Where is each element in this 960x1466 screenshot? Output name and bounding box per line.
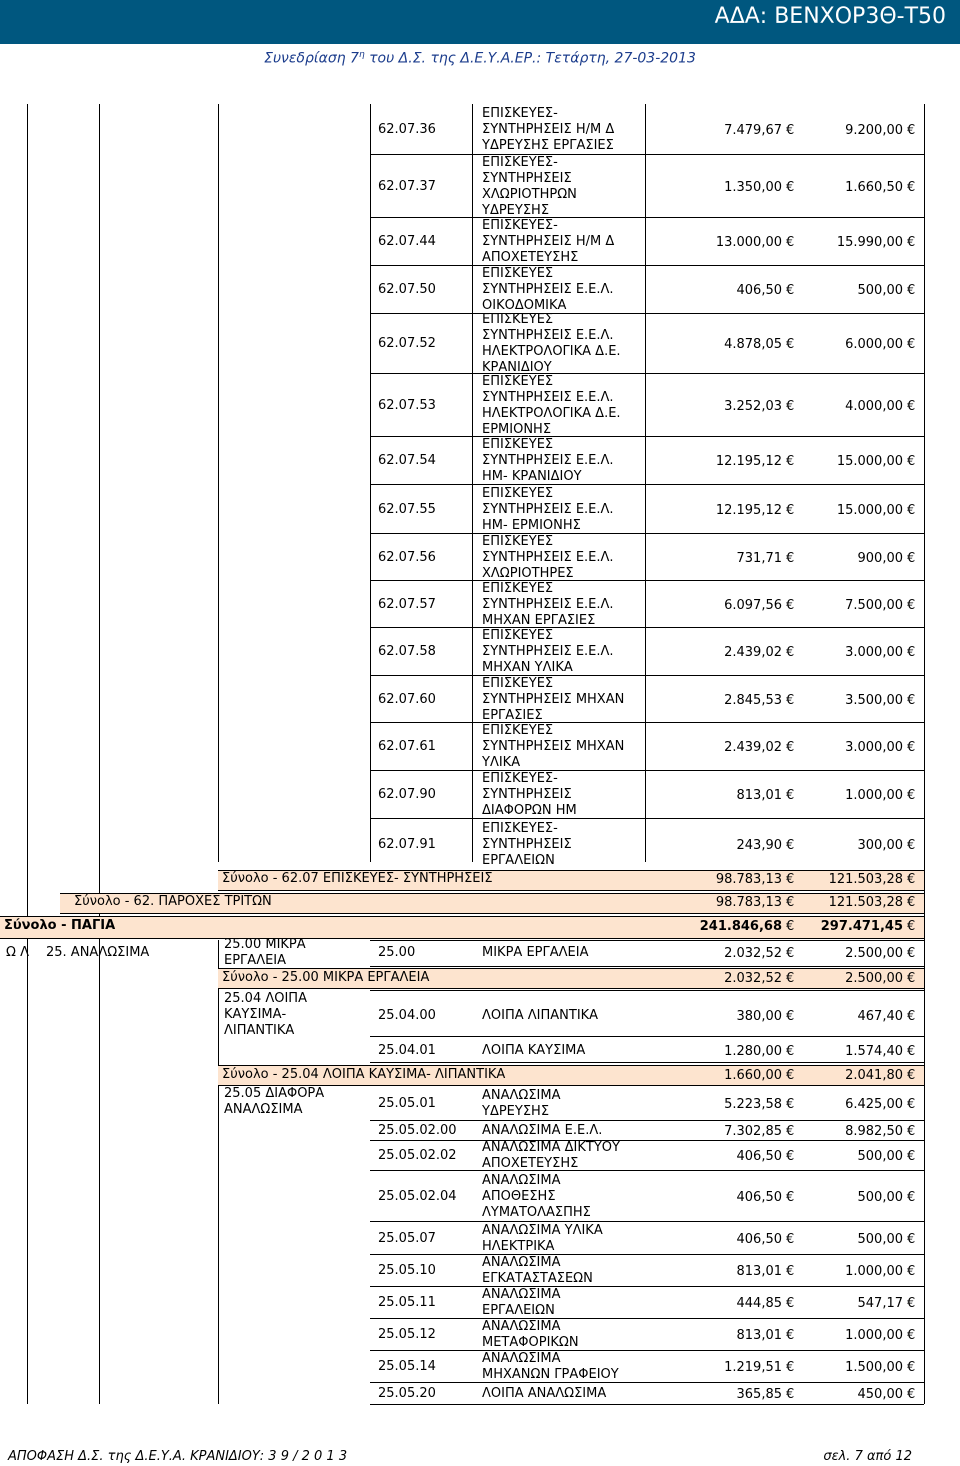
rule-line	[370, 1350, 924, 1351]
euro-sign: €	[907, 693, 916, 708]
rule-line	[370, 217, 924, 218]
account-code: 62.07.58	[378, 644, 436, 659]
euro-sign: €	[786, 1149, 795, 1164]
rule-line	[370, 1286, 924, 1287]
account-description-line: ΥΔΡΕΥΣΗΣ	[482, 1104, 550, 1119]
account-code: 62.07.55	[378, 502, 436, 517]
account-description-line: ΧΛΩΡΙΟΤΗΡΩΝ	[482, 187, 577, 202]
euro-sign: €	[786, 551, 795, 566]
amount-estimated: 406,50	[736, 1149, 782, 1164]
subtotal-label: Σύνολο - 25.00 ΜΙΚΡΑ ΕΡΓΑΛΕΙΑ	[222, 970, 430, 985]
account-description-line: ΕΠΙΣΚΕΥΕΣ	[482, 437, 554, 452]
account-description-line: ΑΝΑΛΩΣΙΜΑ	[482, 1287, 561, 1302]
amount-estimated: 7.479,67	[724, 123, 782, 138]
account-description-line: ΣΥΝΤΗΡΗΣΕΙΣ	[482, 171, 572, 186]
amount-budget: 1.574,40	[845, 1044, 903, 1059]
column-line	[924, 104, 925, 942]
euro-sign: €	[907, 1328, 916, 1343]
euro-sign: €	[907, 1190, 916, 1205]
amount-estimated: 380,00	[736, 1009, 782, 1024]
rule-line	[218, 1065, 924, 1066]
amount-estimated: 2.032,52	[724, 946, 782, 961]
amount-estimated: 406,50	[736, 283, 782, 298]
euro-sign: €	[786, 1009, 795, 1024]
subtotal-label: Σύνολο - 62. ΠΑΡΟΧΕΣ ΤΡΙΤΩΝ	[74, 894, 272, 909]
account-description-line: ΜΗΧΑΝ ΥΛΙΚΑ	[482, 660, 573, 675]
rule-line	[370, 722, 924, 723]
amount-estimated: 365,85	[736, 1387, 782, 1402]
rule-line	[370, 313, 924, 314]
amount-estimated: 406,50	[736, 1232, 782, 1247]
account-description-line: ΥΔΡΕΥΣΗΣ	[482, 203, 550, 218]
account-code: 25.05.14	[378, 1359, 436, 1374]
amount-estimated: 12.195,12	[715, 454, 782, 469]
account-description-line: ΧΛΩΡΙΟΤΗΡΕΣ	[482, 566, 574, 581]
amount-estimated: 5.223,58	[724, 1097, 782, 1112]
amount-estimated: 241.846,68	[699, 919, 782, 934]
rule-line	[218, 870, 924, 871]
euro-sign: €	[907, 399, 916, 414]
account-code: 25.05.10	[378, 1263, 436, 1278]
amount-budget: 7.500,00	[845, 598, 903, 613]
euro-sign: €	[786, 1124, 795, 1139]
euro-sign: €	[786, 283, 795, 298]
account-code: 62.07.53	[378, 398, 436, 413]
amount-budget: 500,00	[857, 1190, 903, 1205]
account-description-line: ΑΝΑΛΩΣΙΜΑ	[482, 1351, 561, 1366]
euro-sign: €	[786, 1360, 795, 1375]
amount-estimated: 12.195,12	[715, 503, 782, 518]
account-description-line: ΕΠΙΣΚΕΥΕΣ	[482, 312, 554, 327]
subgroup-label: ΑΝΑΛΩΣΙΜΑ	[224, 1102, 303, 1117]
amount-budget: 467,40	[857, 1009, 903, 1024]
amount-estimated: 813,01	[736, 788, 782, 803]
amount-budget: 450,00	[857, 1387, 903, 1402]
account-code: 62.07.61	[378, 739, 436, 754]
grand-total-label: Σύνολο - ΠΑΓΙΑ	[4, 918, 116, 933]
subgroup-label: ΕΡΓΑΛΕΙΑ	[224, 953, 287, 968]
euro-sign: €	[786, 788, 795, 803]
euro-sign: €	[907, 1387, 916, 1402]
footer-page-number: σελ. 7 από 12	[823, 1449, 912, 1464]
euro-sign: €	[786, 1044, 795, 1059]
account-description-line: ΕΠΙΣΚΕΥΕΣ-	[482, 821, 558, 836]
euro-sign: €	[786, 1190, 795, 1205]
euro-sign: €	[786, 946, 795, 961]
amount-budget: 3.500,00	[845, 693, 903, 708]
amount-estimated: 813,01	[736, 1328, 782, 1343]
euro-sign: €	[907, 1124, 916, 1139]
rule-line	[218, 890, 924, 891]
amount-budget: 1.000,00	[845, 1264, 903, 1279]
account-description-line: ΕΡΜΙΟΝΗΣ	[482, 422, 552, 437]
account-code: 62.07.91	[378, 837, 436, 852]
session-title	[0, 50, 960, 67]
euro-sign: €	[907, 740, 916, 755]
euro-sign: €	[786, 919, 795, 934]
amount-budget: 2.500,00	[845, 946, 903, 961]
rule-line	[370, 1382, 924, 1383]
subgroup-label: 25.05 ΔΙΑΦΟΡΑ	[224, 1086, 325, 1101]
column-line	[218, 940, 219, 1404]
rule-line	[0, 938, 924, 939]
account-description-line: ΕΠΙΣΚΕΥΕΣ	[482, 676, 554, 691]
euro-sign: €	[786, 235, 795, 250]
account-description-line: ΥΔΡΕΥΣΗΣ ΕΡΓΑΣΙΕΣ	[482, 138, 614, 153]
account-description-line: ΛΥΜΑΤΟΛΑΣΠΗΣ	[482, 1205, 591, 1220]
euro-sign: €	[907, 946, 916, 961]
rule-line	[0, 916, 924, 917]
account-description-line: ΗΜ- ΚΡΑΝΙΔΙΟΥ	[482, 469, 582, 484]
account-code: 62.07.37	[378, 179, 436, 194]
account-description-line: ΣΥΝΤΗΡΗΣΕΙΣ	[482, 787, 572, 802]
amount-estimated: 731,71	[736, 551, 782, 566]
account-description-line: ΕΠΙΣΚΕΥΕΣ	[482, 581, 554, 596]
rule-line	[370, 580, 924, 581]
euro-sign: €	[907, 1264, 916, 1279]
amount-estimated: 243,90	[736, 838, 782, 853]
rule-line	[370, 627, 924, 628]
amount-budget: 900,00	[857, 551, 903, 566]
account-description-line: ΕΠΙΣΚΕΥΕΣ-	[482, 218, 558, 233]
account-description-line: ΣΥΝΤΗΡΗΣΕΙΣ Ε.Ε.Λ.	[482, 390, 614, 405]
euro-sign: €	[786, 645, 795, 660]
account-description-line: ΕΡΓΑΣΙΕΣ	[482, 708, 543, 723]
euro-sign: €	[786, 872, 795, 887]
euro-sign: €	[786, 123, 795, 138]
amount-budget: 1.660,50	[845, 180, 903, 195]
amount-budget: 2.500,00	[845, 971, 903, 986]
rule-line	[370, 1120, 924, 1121]
euro-sign: €	[786, 399, 795, 414]
euro-sign: €	[786, 1232, 795, 1247]
account-description-line: ΔΙΑΦΟΡΩΝ ΗΜ	[482, 803, 577, 818]
account-description-line: ΣΥΝΤΗΡΗΣΕΙΣ Ε.Ε.Λ.	[482, 453, 614, 468]
account-description-line: ΕΠΙΣΚΕΥΕΣ-	[482, 155, 558, 170]
amount-budget: 1.500,00	[845, 1360, 903, 1375]
euro-sign: €	[786, 1296, 795, 1311]
amount-estimated: 2.032,52	[724, 971, 782, 986]
amount-budget: 4.000,00	[845, 399, 903, 414]
account-description-line: ΕΠΙΣΚΕΥΕΣ	[482, 628, 554, 643]
amount-budget: 121.503,28	[828, 895, 903, 910]
account-description-line: ΗΛΕΚΤΡΟΛΟΓΙΚΑ Δ.Ε.	[482, 344, 621, 359]
euro-sign: €	[786, 180, 795, 195]
rule-line	[370, 1221, 924, 1222]
euro-sign: €	[907, 1360, 916, 1375]
account-description-line: ΣΥΝΤΗΡΗΣΕΙΣ ΜΗΧΑΝ	[482, 739, 625, 754]
rule-line	[370, 265, 924, 266]
account-code: 25.05.07	[378, 1231, 436, 1246]
euro-sign: €	[907, 1044, 916, 1059]
rule-line	[218, 968, 924, 969]
euro-sign: €	[907, 645, 916, 660]
account-description-line: ΣΥΝΤΗΡΗΣΕΙΣ Η/Μ Δ	[482, 122, 615, 137]
account-description-line: ΚΡΑΝΙΔΙΟΥ	[482, 360, 552, 375]
account-description-line: ΣΥΝΤΗΡΗΣΕΙΣ ΜΗΧΑΝ	[482, 692, 625, 707]
rule-line	[370, 484, 924, 485]
amount-estimated: 98.783,13	[715, 872, 782, 887]
euro-sign: €	[907, 1068, 916, 1083]
subtotal-label: Σύνολο - 62.07 ΕΠΙΣΚΕΥΕΣ- ΣΥΝΤΗΡΗΣΕΙΣ	[222, 871, 493, 886]
rule-line	[370, 966, 924, 967]
account-description-line: ΣΥΝΤΗΡΗΣΕΙΣ Ε.Ε.Λ.	[482, 328, 614, 343]
account-description-line: ΕΠΙΣΚΕΥΕΣ	[482, 266, 554, 281]
amount-budget: 547,17	[857, 1296, 903, 1311]
session-title-pre: Συνεδρίαση 7	[264, 50, 359, 67]
account-description-line: ΣΥΝΤΗΡΗΣΕΙΣ Ε.Ε.Λ.	[482, 597, 614, 612]
amount-budget: 297.471,45	[820, 919, 903, 934]
account-description-line: ΣΥΝΤΗΡΗΣΕΙΣ Ε.Ε.Λ.	[482, 502, 614, 517]
euro-sign: €	[907, 454, 916, 469]
euro-sign: €	[907, 872, 916, 887]
rule-line	[370, 1170, 924, 1171]
account-description-line: ΣΥΝΤΗΡΗΣΕΙΣ	[482, 837, 572, 852]
subgroup-label: 25.04 ΛΟΙΠΑ	[224, 991, 307, 1006]
rule-line	[370, 940, 924, 941]
account-code: 25.04.00	[378, 1008, 436, 1023]
account-description-line: ΑΝΑΛΩΣΙΜΑ ΔΙΚΤΥΟΥ	[482, 1140, 620, 1155]
account-description-line: ΛΟΙΠΑ ΑΝΑΛΩΣΙΜΑ	[482, 1386, 607, 1401]
amount-estimated: 813,01	[736, 1264, 782, 1279]
amount-budget: 2.041,80	[845, 1068, 903, 1083]
account-description-line: ΑΠΟΘΕΣΗΣ	[482, 1189, 556, 1204]
euro-sign: €	[907, 788, 916, 803]
account-description-line: ΣΥΝΤΗΡΗΣΕΙΣ Η/Μ Δ	[482, 234, 615, 249]
account-code: 25.05.02.02	[378, 1148, 457, 1163]
subgroup-label: ΛΙΠΑΝΤΙΚΑ	[224, 1023, 295, 1038]
euro-sign: €	[786, 598, 795, 613]
account-description: ΜΙΚΡΑ ΕΡΓΑΛΕΙΑ	[482, 945, 589, 960]
amount-budget: 1.000,00	[845, 1328, 903, 1343]
rule-line	[370, 1318, 924, 1319]
amount-budget: 3.000,00	[845, 645, 903, 660]
account-description-line: ΕΡΓΑΛΕΙΩΝ	[482, 1303, 555, 1318]
account-code: 62.07.60	[378, 692, 436, 707]
amount-estimated: 13.000,00	[715, 235, 782, 250]
rule-line	[218, 988, 924, 989]
account-description-line: ΑΝΑΛΩΣΙΜΑ	[482, 1319, 561, 1334]
account-code: 62.07.50	[378, 282, 436, 297]
euro-sign: €	[786, 740, 795, 755]
euro-sign: €	[786, 895, 795, 910]
rule-line	[370, 675, 924, 676]
euro-sign: €	[907, 895, 916, 910]
euro-sign: €	[907, 503, 916, 518]
account-code: 25.05.11	[378, 1295, 436, 1310]
amount-estimated: 406,50	[736, 1190, 782, 1205]
account-description-line: ΗΜ- ΕΡΜΙΟΝΗΣ	[482, 518, 581, 533]
account-code: 62.07.56	[378, 550, 436, 565]
amount-estimated: 6.097,56	[724, 598, 782, 613]
amount-estimated: 2.845,53	[724, 693, 782, 708]
account-description-line: ΣΥΝΤΗΡΗΣΕΙΣ Ε.Ε.Λ.	[482, 282, 614, 297]
account-code: 25.05.12	[378, 1327, 436, 1342]
account-description-line: ΑΝΑΛΩΣΙΜΑ	[482, 1088, 561, 1103]
account-description: ΛΟΙΠΑ ΛΙΠΑΝΤΙΚΑ	[482, 1008, 599, 1023]
account-description-line: ΕΠΙΣΚΕΥΕΣ-	[482, 771, 558, 786]
euro-sign: €	[786, 1264, 795, 1279]
account-code: 25.05.20	[378, 1386, 436, 1401]
rule-line	[370, 533, 924, 534]
rule-line	[370, 154, 924, 155]
group-label: 25. ΑΝΑΛΩΣΙΜΑ	[46, 945, 150, 960]
euro-sign: €	[786, 1328, 795, 1343]
amount-estimated: 1.350,00	[724, 180, 782, 195]
euro-sign: €	[907, 180, 916, 195]
top-header-band	[0, 0, 960, 44]
rule-line	[370, 436, 924, 437]
account-description-line: ΜΕΤΑΦΟΡΙΚΩΝ	[482, 1335, 579, 1350]
amount-estimated: 3.252,03	[724, 399, 782, 414]
euro-sign: €	[907, 919, 916, 934]
account-code: 25.04.01	[378, 1043, 436, 1058]
account-description-line: ΣΥΝΤΗΡΗΣΕΙΣ Ε.Ε.Λ.	[482, 644, 614, 659]
amount-estimated: 2.439,02	[724, 645, 782, 660]
account-description-line: ΕΠΙΣΚΕΥΕΣ-	[482, 106, 558, 121]
rule-line	[370, 770, 924, 771]
account-code: 62.07.57	[378, 597, 436, 612]
rule-line	[60, 913, 924, 914]
account-description-line: ΑΠΟΧΕΤΕΥΣΗΣ	[482, 1156, 579, 1171]
account-code: 25.05.02.04	[378, 1189, 457, 1204]
amount-budget: 1.000,00	[845, 788, 903, 803]
account-code: 62.07.44	[378, 234, 436, 249]
subtotal-label: Σύνολο - 25.04 ΛΟΙΠΑ ΚΑΥΣΙΜΑ- ΛΙΠΑΝΤΙΚΑ	[222, 1067, 506, 1082]
euro-sign: €	[786, 337, 795, 352]
amount-estimated: 4.878,05	[724, 337, 782, 352]
amount-budget: 3.000,00	[845, 740, 903, 755]
rule-line	[370, 990, 924, 991]
column-line	[924, 940, 925, 1404]
euro-sign: €	[786, 693, 795, 708]
amount-budget: 6.000,00	[845, 337, 903, 352]
amount-budget: 500,00	[857, 1149, 903, 1164]
account-description-line: ΕΠΙΣΚΕΥΕΣ	[482, 374, 554, 389]
amount-estimated: 444,85	[736, 1296, 782, 1311]
euro-sign: €	[786, 971, 795, 986]
euro-sign: €	[907, 1149, 916, 1164]
account-description-line: ΗΛΕΚΤΡΟΛΟΓΙΚΑ Δ.Ε.	[482, 406, 621, 421]
euro-sign: €	[786, 1097, 795, 1112]
account-description-line: ΜΗΧΑΝ ΕΡΓΑΣΙΕΣ	[482, 613, 596, 628]
euro-sign: €	[786, 838, 795, 853]
euro-sign: €	[786, 1387, 795, 1402]
session-title-post: του Δ.Σ. της Δ.Ε.Υ.Α.ΕΡ.: Τετάρτη, 27-03-2013	[364, 50, 696, 67]
account-description-line: ΑΠΟΧΕΤΕΥΣΗΣ	[482, 250, 579, 265]
euro-sign: €	[786, 454, 795, 469]
euro-sign: €	[907, 971, 916, 986]
account-description: ΛΟΙΠΑ ΚΑΥΣΙΜΑ	[482, 1043, 586, 1058]
rule-line	[370, 818, 924, 819]
account-description-line: ΑΝΑΛΩΣΙΜΑ Ε.Ε.Λ.	[482, 1123, 603, 1138]
account-description-line: ΕΠΙΣΚΕΥΕΣ	[482, 534, 554, 549]
rule-line	[370, 1404, 924, 1405]
amount-budget: 15.000,00	[836, 454, 903, 469]
footer-decision: ΑΠΟΦΑΣΗ Δ.Σ. της Δ.Ε.Υ.Α. ΚΡΑΝΙΔΙΟΥ: 3 9 / 2 0 1 3	[8, 1449, 348, 1464]
amount-budget: 9.200,00	[845, 123, 903, 138]
account-description-line: ΕΡΓΑΛΕΙΩΝ	[482, 853, 555, 868]
account-code: 62.07.36	[378, 122, 436, 137]
account-description-line: ΑΝΑΛΩΣΙΜΑ	[482, 1255, 561, 1270]
session-title-sup: η	[358, 50, 365, 60]
account-description-line: ΑΝΑΛΩΣΙΜΑ	[482, 1173, 561, 1188]
amount-budget: 8.982,50	[845, 1124, 903, 1139]
rule-line	[370, 373, 924, 374]
rule-line	[370, 1062, 924, 1063]
euro-sign: €	[907, 1097, 916, 1112]
column-line	[218, 104, 219, 862]
amount-estimated: 1.660,00	[724, 1068, 782, 1083]
account-code: 62.07.90	[378, 787, 436, 802]
account-code: 25.05.02.00	[378, 1123, 457, 1138]
account-description-line: ΕΠΙΣΚΕΥΕΣ	[482, 486, 554, 501]
subgroup-label: ΚΑΥΣΙΜΑ-	[224, 1007, 287, 1022]
amount-budget: 15.000,00	[836, 503, 903, 518]
rule-line	[370, 1254, 924, 1255]
euro-sign: €	[786, 503, 795, 518]
euro-sign: €	[907, 235, 916, 250]
amount-budget: 500,00	[857, 283, 903, 298]
amount-estimated: 1.219,51	[724, 1360, 782, 1375]
rule-line	[370, 1085, 924, 1086]
account-code: 25.00	[378, 945, 416, 960]
rule-line	[60, 893, 924, 894]
amount-estimated: 2.439,02	[724, 740, 782, 755]
amount-budget: 6.425,00	[845, 1097, 903, 1112]
amount-budget: 15.990,00	[836, 235, 903, 250]
account-description-line: ΗΛΕΚΤΡΙΚΑ	[482, 1239, 555, 1254]
ada-code: ΑΔΑ: ΒΕΝΧΟΡ3Θ-Τ50	[714, 4, 946, 29]
account-description-line: ΕΓΚΑΤΑΣΤΑΣΕΩΝ	[482, 1271, 593, 1286]
account-code: 25.05.01	[378, 1096, 436, 1111]
euro-sign: €	[907, 1296, 916, 1311]
amount-estimated: 7.302,85	[724, 1124, 782, 1139]
account-description-line: ΥΛΙΚΑ	[482, 755, 521, 770]
column-line	[27, 104, 28, 1404]
euro-sign: €	[907, 838, 916, 853]
euro-sign: €	[907, 551, 916, 566]
euro-sign: €	[786, 1068, 795, 1083]
class-label: Ω Λ	[6, 945, 29, 960]
rule-line	[370, 1140, 924, 1141]
account-description-line: ΟΙΚΟΔΟΜΙΚΑ	[482, 298, 567, 313]
amount-estimated: 1.280,00	[724, 1044, 782, 1059]
euro-sign: €	[907, 283, 916, 298]
euro-sign: €	[907, 123, 916, 138]
account-description-line: ΕΠΙΣΚΕΥΕΣ	[482, 723, 554, 738]
euro-sign: €	[907, 598, 916, 613]
amount-estimated: 98.783,13	[715, 895, 782, 910]
rule-line	[370, 1036, 924, 1037]
account-description-line: ΜΗΧΑΝΩΝ ΓΡΑΦΕΙΟΥ	[482, 1367, 619, 1382]
amount-budget: 500,00	[857, 1232, 903, 1247]
amount-budget: 300,00	[857, 838, 903, 853]
account-description-line: ΑΝΑΛΩΣΙΜΑ ΥΛΙΚΑ	[482, 1223, 603, 1238]
account-code: 62.07.52	[378, 336, 436, 351]
euro-sign: €	[907, 1009, 916, 1024]
column-line	[99, 104, 100, 1404]
account-code: 62.07.54	[378, 453, 436, 468]
euro-sign: €	[907, 1232, 916, 1247]
account-description-line: ΣΥΝΤΗΡΗΣΕΙΣ Ε.Ε.Λ.	[482, 550, 614, 565]
subgroup-label: 25.00 ΜΙΚΡΑ	[224, 937, 306, 952]
euro-sign: €	[907, 337, 916, 352]
amount-budget: 121.503,28	[828, 872, 903, 887]
